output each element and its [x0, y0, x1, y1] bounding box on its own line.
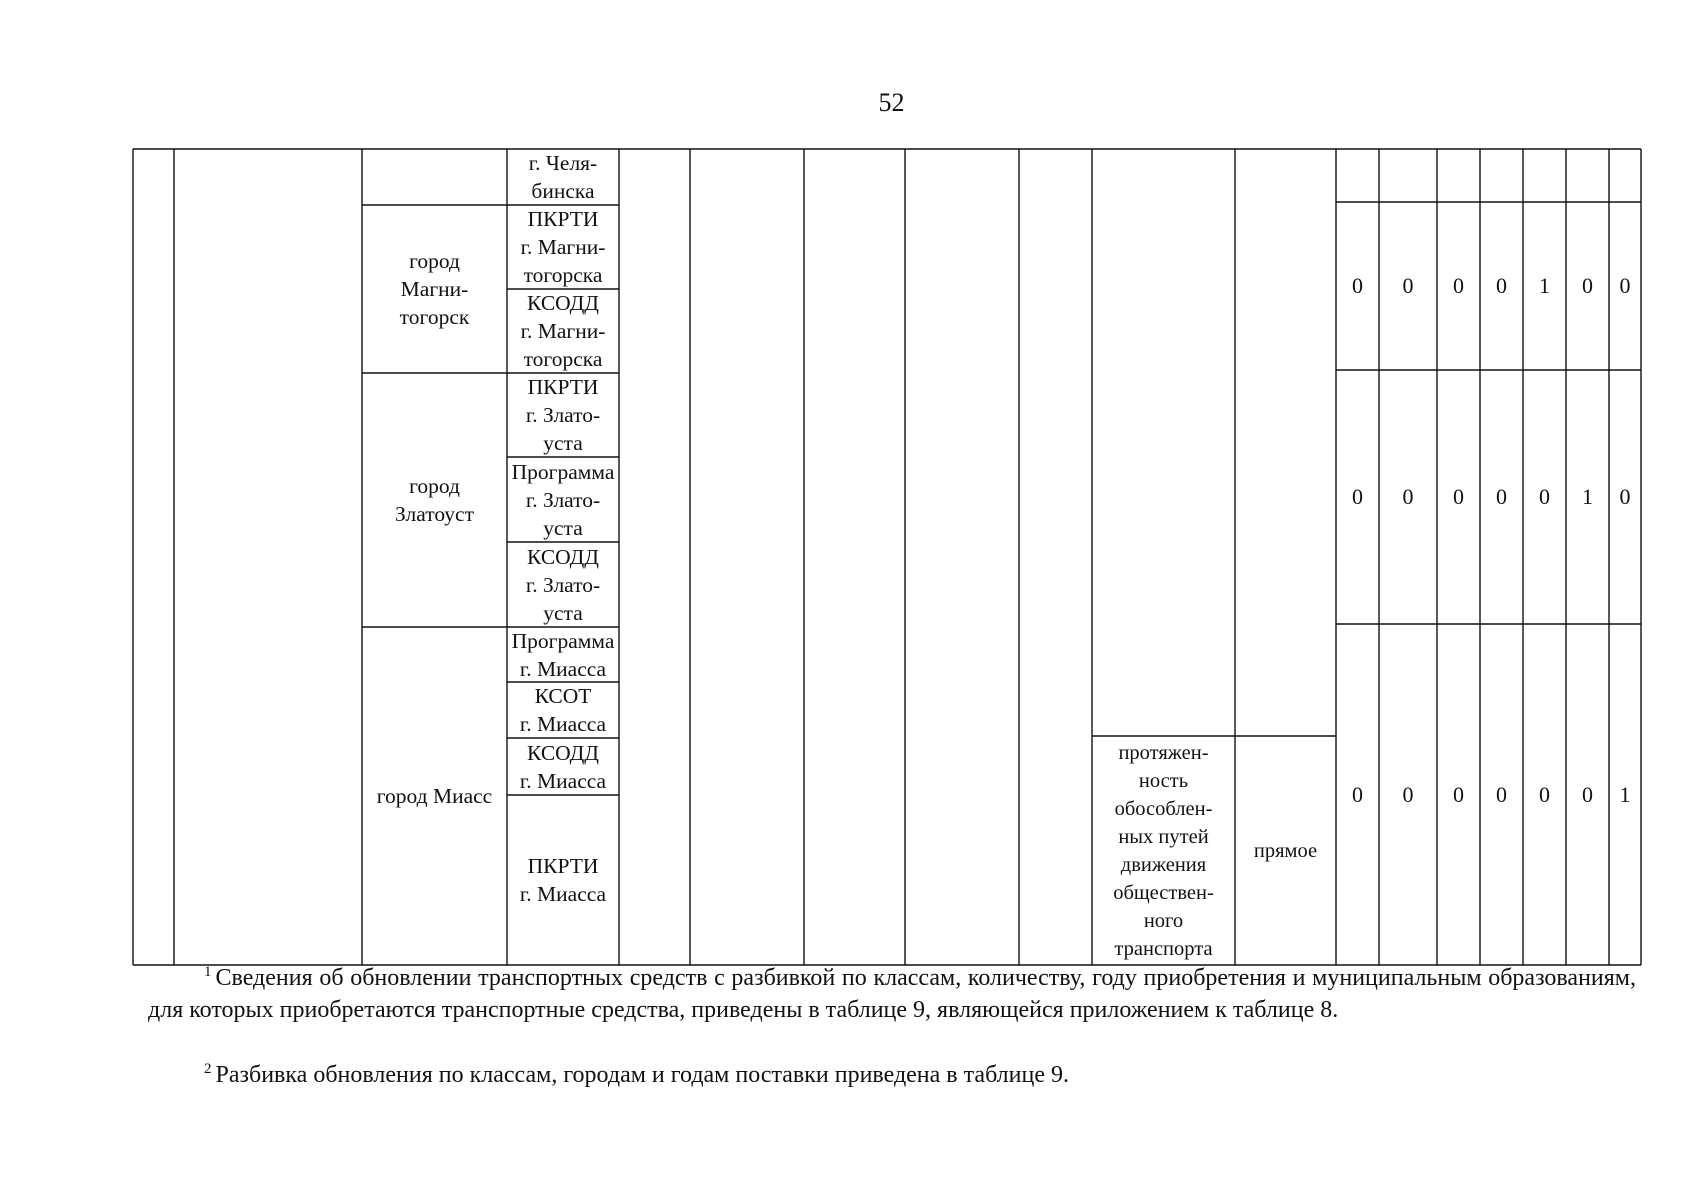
city-miass — [362, 627, 507, 965]
value-cell: 0 — [1402, 484, 1414, 509]
value-cell: 0 — [1352, 273, 1363, 298]
footnote-2-marker: 2 — [204, 1061, 212, 1077]
footnote-1 — [148, 962, 1636, 1026]
value-cell: 0 — [1619, 273, 1631, 298]
value-cell: 0 — [1496, 781, 1507, 807]
value-cell: 0 — [1352, 781, 1363, 807]
doc-item-text: КСОДД г. Магни- тогорска — [520, 291, 606, 371]
doc-item — [507, 289, 619, 373]
value-cell: 0 — [1539, 781, 1550, 807]
footnote-1-marker: 1 — [204, 964, 212, 980]
value-cell: 0 — [1619, 484, 1631, 509]
value-cell: 0 — [1582, 781, 1593, 807]
value-cell: 0 — [1496, 484, 1507, 509]
doc-item-text: ПКРТИ г. Злато- уста — [525, 375, 601, 455]
doc-item — [507, 205, 619, 289]
city-zlatoust — [362, 373, 507, 627]
indicator-type — [1235, 736, 1336, 965]
doc-item-text: Программа г. Миасса — [511, 628, 615, 681]
doc-item — [507, 373, 619, 457]
footnote-2 — [148, 1059, 1636, 1091]
city-magnitogorsk — [362, 205, 507, 373]
value-cell: 0 — [1453, 484, 1464, 509]
footnote-2-text: Разбивка обновления по классам, городам и годам поставки приведена в таблице 9. — [215, 1062, 1069, 1088]
doc-item-text: КСОДД г. Злато- уста — [525, 544, 601, 625]
indicator-name — [1092, 736, 1235, 965]
doc-item — [507, 542, 619, 627]
value-cell: 1 — [1582, 484, 1593, 509]
doc-item-text: КСОТ г. Миасса — [519, 684, 607, 736]
doc-item — [507, 457, 619, 542]
doc-chelyabinsk-tail-text: г. Челя- бинска — [528, 151, 598, 203]
value-cell: 0 — [1352, 484, 1363, 509]
doc-item — [507, 738, 619, 795]
value-cell: 0 — [1582, 273, 1593, 298]
footnote-1-text: Сведения об обновлении транспортных средств с разбивкой по классам, количеству, году приобретения и муниципальным образованиям, для которых приобретаются транспортные средства, приведены в таблице 9, являющейся приложением к таблице 8. — [148, 965, 1636, 1023]
doc-item-text: Программа г. Злато- уста — [511, 459, 615, 540]
doc-item-text: ПКРТИ г. Миасса — [519, 854, 607, 906]
value-cell: 0 — [1496, 273, 1507, 298]
value-cell: 0 — [1402, 781, 1414, 807]
doc-item-text: КСОДД г. Миасса — [519, 740, 607, 793]
indicator-name-text: протяжен- ность обособлен- ных путей движения обществен- ного транспорта — [1113, 741, 1214, 960]
value-cell: 0 — [1453, 273, 1464, 298]
value-cell: 1 — [1619, 781, 1631, 807]
doc-item — [507, 627, 619, 682]
value-cell: 0 — [1402, 273, 1414, 298]
page-number: 52 — [878, 88, 905, 117]
indicator-type-text: прямое — [1253, 839, 1318, 862]
doc-item — [507, 795, 619, 965]
city-miass-text: город Миасс — [376, 784, 493, 808]
value-cell: 0 — [1539, 484, 1550, 509]
value-cell: 1 — [1539, 273, 1550, 298]
value-cell: 0 — [1453, 781, 1464, 807]
city-zlatoust-text: город Златоуст — [395, 474, 474, 526]
doc-item-text: ПКРТИ г. Магни- тогорска — [520, 207, 606, 287]
city-magnitogorsk-text: город Магни- тогорск — [399, 249, 470, 329]
doc-item — [507, 682, 619, 738]
doc-chelyabinsk-tail — [507, 149, 619, 205]
